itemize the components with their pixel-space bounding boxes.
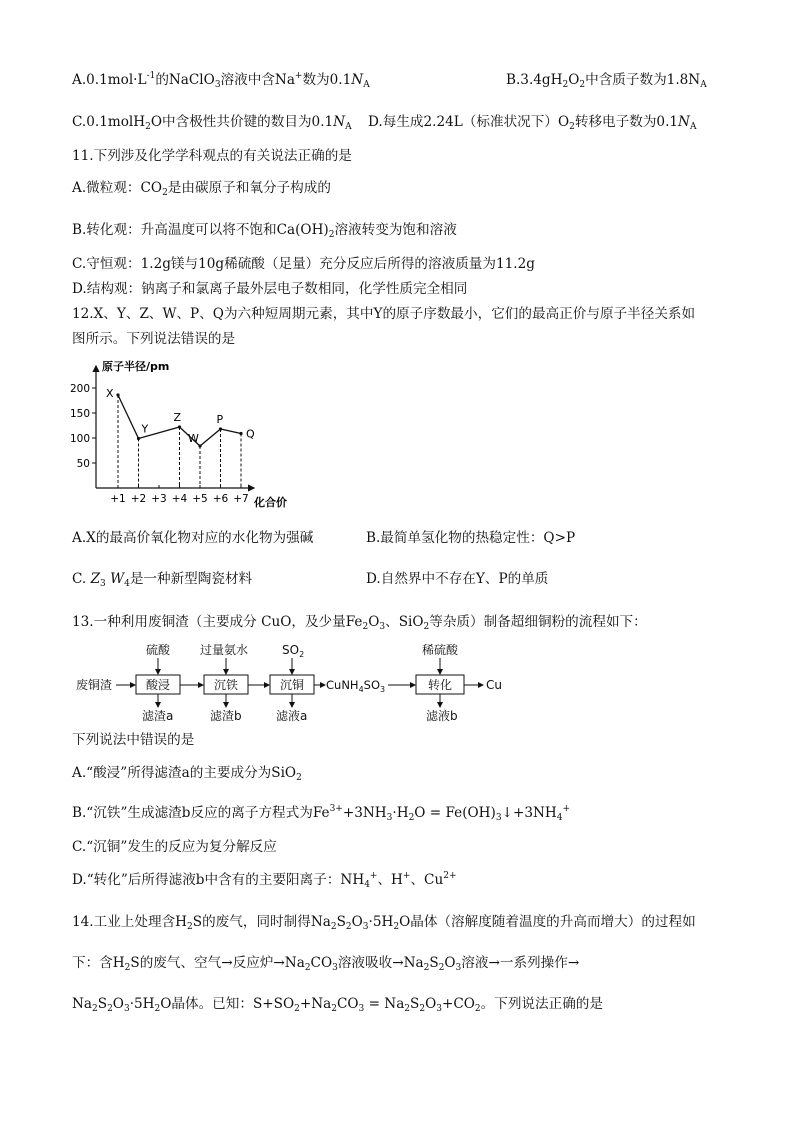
q13-option-b: B.“沉铁”生成滤渣b反应的离子方程式为$Fe^{3+}+3NH_3\cdot H_2O$ = $Fe(OH)_3↓+3NH_4^+$ [72,804,571,823]
chart-point-label-x: X [106,387,114,400]
chart-axes [96,366,254,488]
q12-option-b: B.最简单氢化物的热稳定性：Q>P [366,530,576,546]
flow-output-1: 滤渣a [142,709,174,723]
q12-option-c: C. $Z_3$ $W_4$是一种新型陶瓷材料 [72,571,253,589]
q12-options-ab [72,528,732,548]
q11-option-c: C.守恒观：1.2g镁与10g稀硫酸（足量）充分反应后所得的溶液质量为11.2g [72,256,535,272]
flow-input-3: $SO_2$ [282,643,305,659]
chart-point-p [219,427,222,430]
q14-stem-line2: 下：含$H_2S$的废气、空气→反应炉$\to Na_2CO_3$溶液吸收$\to Na_2S_2O_3$溶液→一系列操作→ [72,955,580,973]
flow-intermediate: $CuNH_4SO_3$ [326,678,386,694]
chart-x-axis-label: 化合价 [254,496,287,509]
chart-x-tick-label: +2 [130,493,147,505]
chart-x-tick-label: +4 [171,493,188,505]
chart-point-z [178,425,181,428]
chart-x-tick-label: +5 [192,493,208,505]
q14-stem-line3: $Na_2S_2O_3\cdot 5H_2O$晶体。已知：$S+SO_2+Na_2CO_3 = Na_2S_2O_3+CO_2$。下列说法正确的是 [72,996,603,1014]
chart-point-label-y: Y [141,422,149,436]
q13-option-d: D.“转化”后所得滤液b中含有的主要阳离子：$NH_4^+$、H+、$Cu^{2+}$ [72,871,457,890]
q13-stem: 13.一种利用废铜渣（主要成分 CuO，及少量$Fe_2O_3$、SiO$_2$等杂质）制备超细铜粉的流程如下： [72,614,647,632]
q10-option-a: $A.0.1mol\cdot L^{-1}$的NaClO$_3$溶液中含Na+数为$0.1N_A$ [72,71,370,90]
flow-output-3: 滤液a [276,709,308,723]
q12-option-d: D.自然界中不存在Y、P的单质 [366,571,549,587]
flow-input-2: 过量氨水 [200,643,249,657]
flow-box-iron-precip-label: 沉铁 [214,678,239,692]
chart-drop-lines [118,395,241,488]
chart-point-label-z: Z [173,411,182,424]
q12-options-cd [72,569,732,589]
q10-options-cd [72,112,732,132]
q10-options-ab [72,70,732,90]
chart-y-axis-label: 原子半径/pm [102,360,170,373]
q12-option-a: A.X的最高价氧化物对应的水化物为强碱 [72,530,314,546]
flow-output-4: 滤液b [426,709,458,723]
chart-x-tick-label: +3 [151,493,167,505]
q12-stem-line2: 图所示。下列说法错误的是 [72,331,236,347]
q13-option-c: C.“沉铜”发生的反应为复分解反应 [72,839,277,855]
flow-box-acid-leach-label: 酸浸 [146,678,171,692]
q14-stem-line1: 14.工业上处理含$H_2S$的废气，同时制得$Na_2S_2O_3\cdot 5H_2O$晶体（溶解度随着温度的升高而增大）的过程如 [72,914,696,932]
chart-point-y [137,437,140,440]
q11-stem: 11.下列涉及化学学科观点的有关说法正确的是 [72,148,352,164]
q11-option-d: D.结构观：钠离子和氯离子最外层电子数相同，化学性质完全相同 [72,281,468,297]
flow-input-4: 稀硫酸 [422,643,459,657]
flow-box-conversion-label: 转化 [428,678,453,692]
flow-end: Cu [486,678,502,692]
flowchart-svg [72,640,512,724]
chart-svg [69,358,312,516]
q12-stem-line1: 12.X、Y、Z、W、P、Q为六种短周期元素，其中Y的原子序数最小，它们的最高正价与原子半径关系如 [72,306,696,322]
chart-x-tick-label: +6 [212,493,229,505]
chart-y-tick-label: 50 [76,458,90,470]
chart-y-tick-label: 150 [69,408,90,420]
q11-option-b: B.转化观：升高温度可以将不饱和$Ca(OH)_2$溶液转变为饱和溶液 [72,222,457,240]
chart-ticks [70,383,249,505]
chart-point-label-q: Q [246,427,255,441]
q13-option-a: A.“酸浸”所得滤渣a的主要成分为SiO$_2$ [72,765,302,783]
q11-option-a: A.微粒观：$CO_2$是由碳原子和氧分子构成的 [72,180,331,198]
chart-point-label-p: P [216,413,224,426]
flow-box-copper-precip-label: 沉铜 [280,678,305,692]
copper-process-flowchart [72,640,512,724]
flow-input-1: 硫酸 [146,643,171,657]
chart-point-label-w: W [188,432,199,445]
chart-point-q [239,432,242,435]
flow-output-2: 滤渣b [210,709,242,723]
chart-y-tick-label: 200 [69,383,90,395]
flow-start: 废铜渣 [76,678,113,692]
chart-x-tick-label: +1 [110,493,126,505]
q13-stem-2: 下列说法中错误的是 [72,732,195,748]
q10-option-c: C.0.1molH$_2$O中含极性共价键的数目为$0.1N_A$ [72,114,352,132]
q10-option-d: D.每生成2.24L（标准状况下）$O_2$转移电子数为$0.1N_A$ [368,114,697,132]
q10-option-b: $B.3.4gH_2O_2$中含质子数为$1.8N_A$ [506,72,707,90]
chart-y-tick-label: 100 [69,433,90,445]
radius-valence-chart [69,358,312,516]
chart-x-tick-label: +7 [233,493,249,505]
chart-point-x [116,393,119,396]
